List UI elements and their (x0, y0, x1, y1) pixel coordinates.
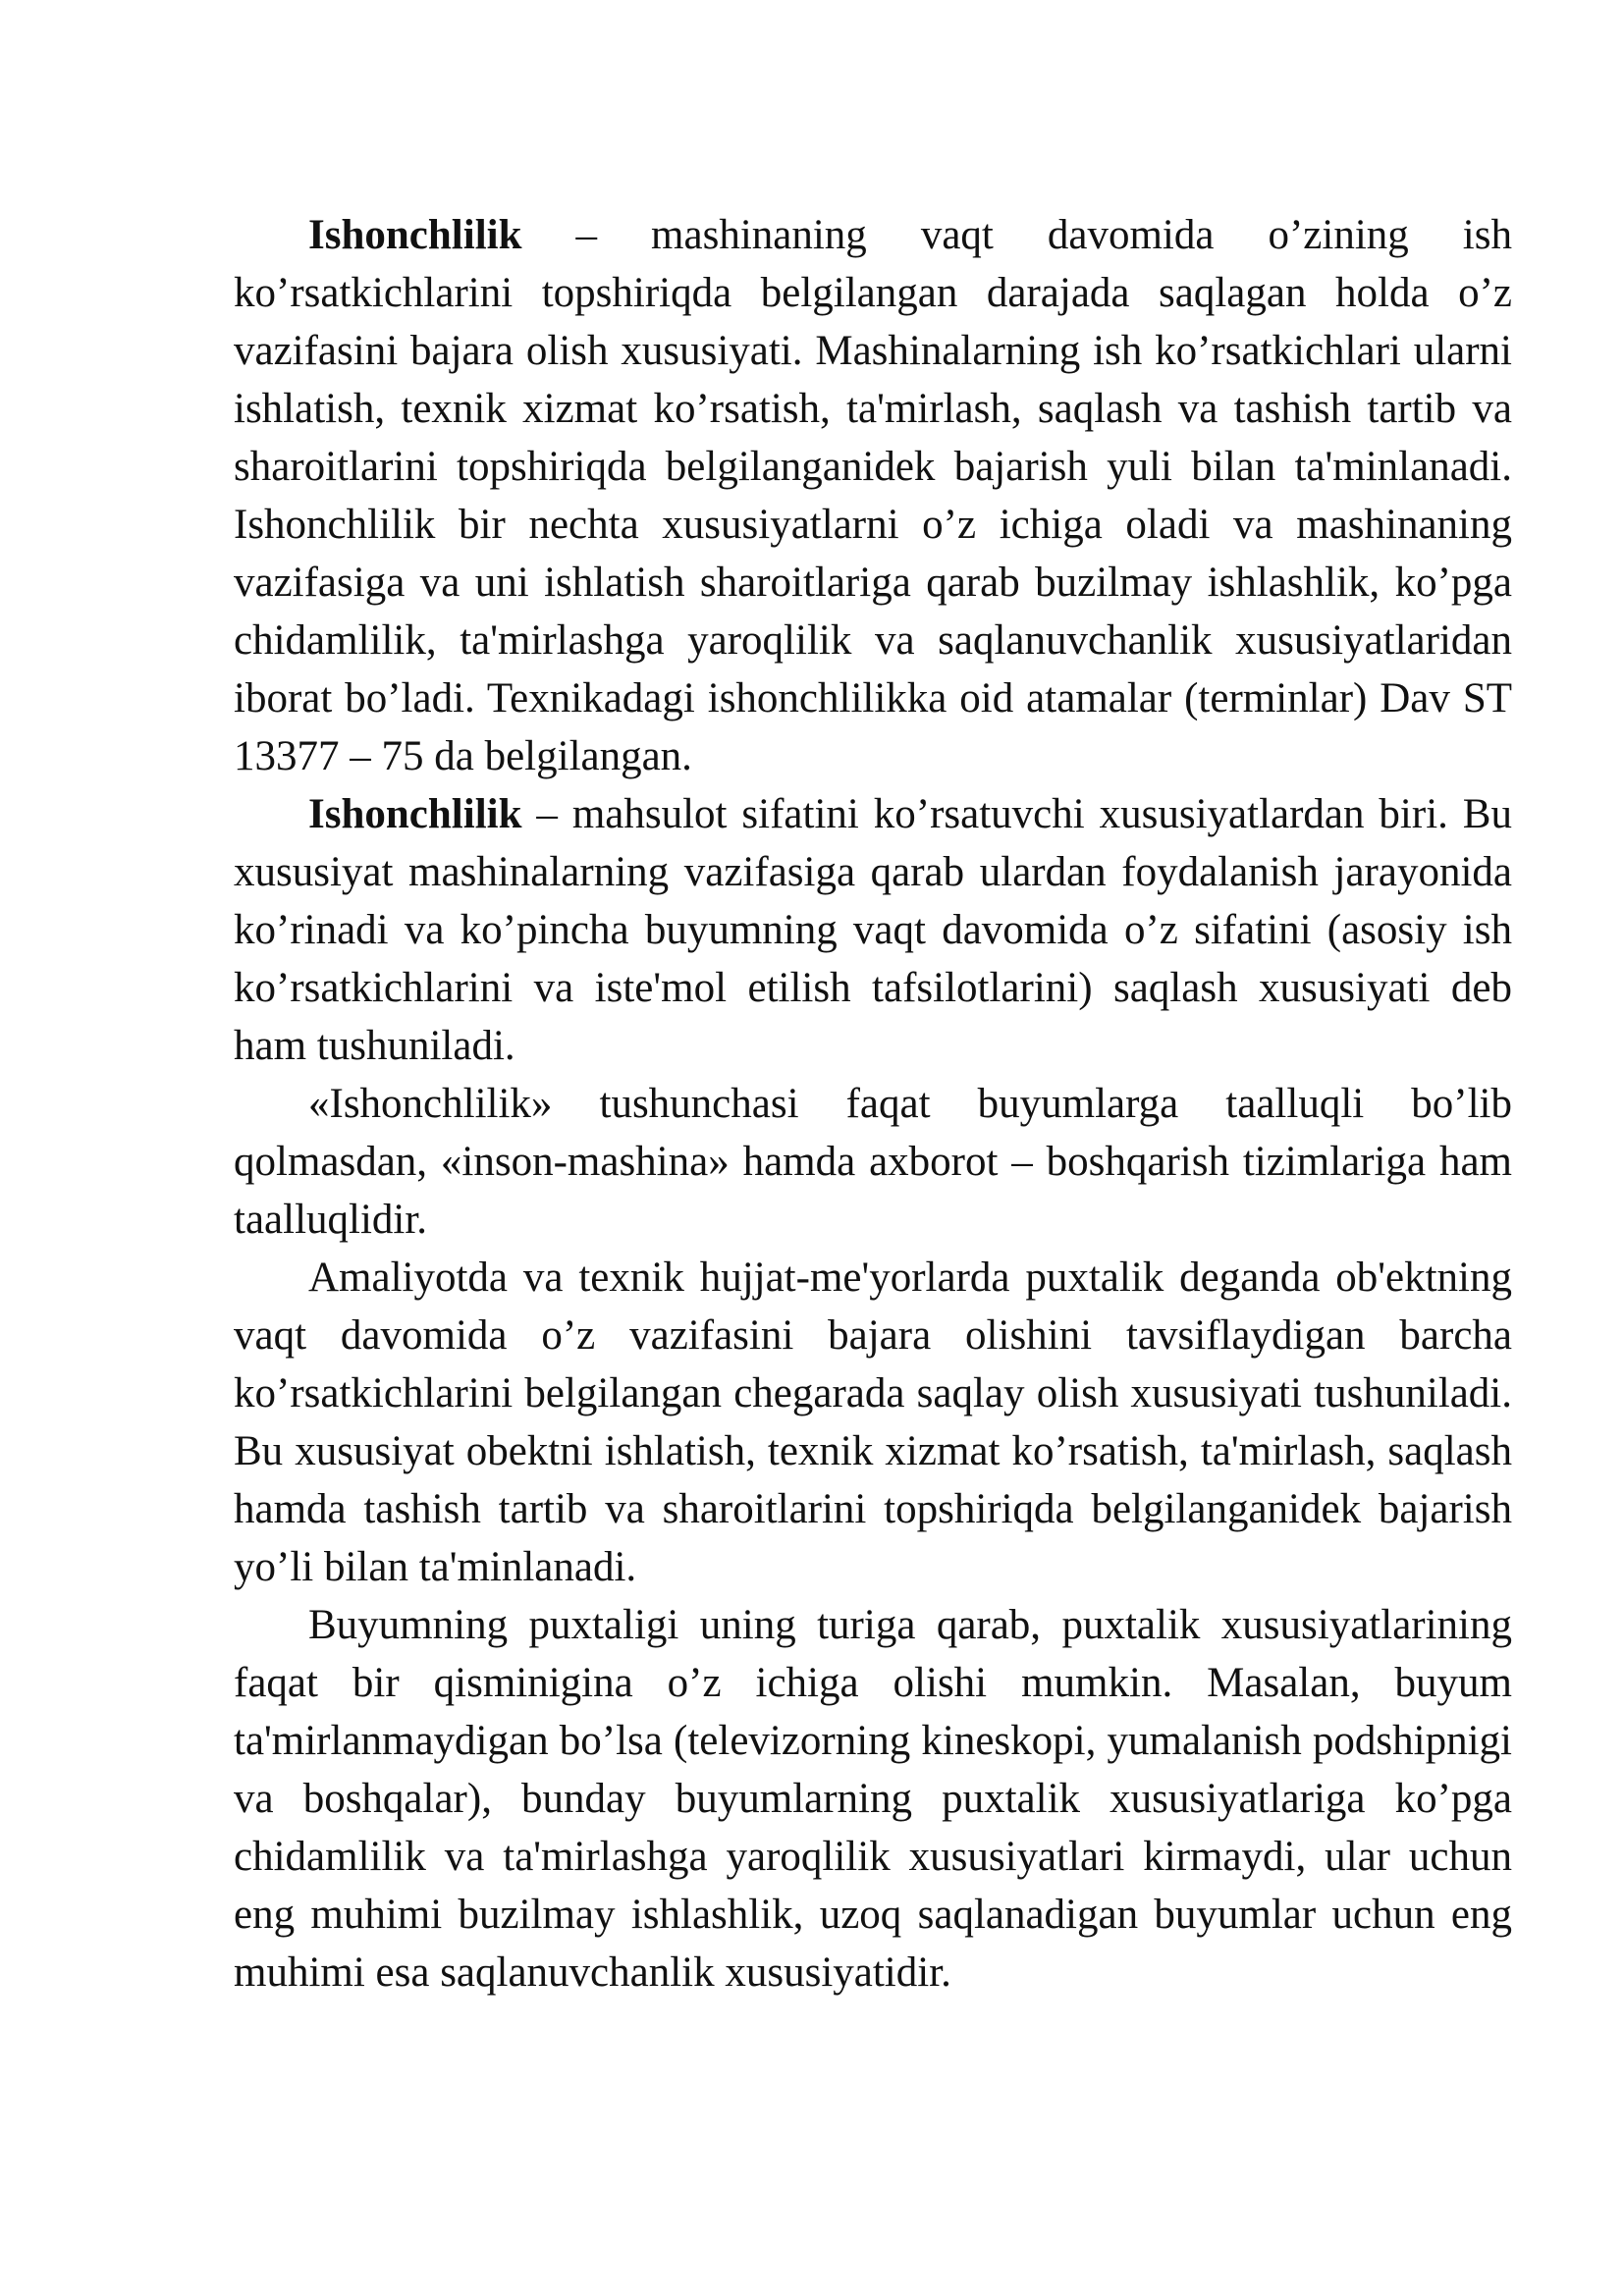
paragraph-5 (234, 1596, 1512, 2002)
paragraph-4 (234, 1249, 1512, 1596)
paragraph-5-text: Buyumning puxtaligi uning turiga qarab, puxtalik xususiyatlarining faqat bir qisminigina o’z ichiga olishi mumkin. Masalan, buyum ta'mirlanmaydigan bo’lsa (televizorning kineskopi, yumalanish podshipnigi va boshqalar), bunday buyumlarning puxtalik xususiyatlariga ko’pga chidamlilik va ta'mirlashga yaroqlilik xususiyatlari kirmaydi, ular uchun eng muhimi buzilmay ishlashlik, uzoq saqlanadigan buyumlar uchun eng muhimi esa saqlanuvchanlik xususiyatidir. (234, 1602, 1512, 1996)
paragraph-3 (234, 1075, 1512, 1249)
paragraph-1-term: Ishonchlilik (308, 212, 522, 258)
document-body (234, 206, 1512, 2002)
paragraph-1-text: – mashinaning vaqt davomida o’zining ish ko’rsatkichlarini topshiriqda belgilangan darajada saqlagan holda o’z vazifasini bajara olish xususiyati. Mashinalarning ish ko’rsatkichlari ularni ishlatish, texnik xizmat ko’rsatish, ta'mirlash, saqlash va tashish tartib va sharoitlarini topshiriqda belgilanganidek bajarish yuli bilan ta'minlanadi. Ishonchlilik bir nechta xususiyatlarni o’z ichiga oladi va mashinaning vazifasiga va uni ishlatish sharoitlariga qarab buzilmay ishlashlik, ko’pga chidamlilik, ta'mirlashga yaroqlilik va saqlanuvchanlik xususiyatlaridan iborat bo’ladi. Texnikadagi ishonchlilikka oid atamalar (terminlar) Dav ST 13377 – 75 da belgilangan. (234, 212, 1512, 779)
paragraph-3-text: «Ishonchlilik» tushunchasi faqat buyumlarga taalluqli bo’lib qolmasdan, «inson-mashina» hamda axborot – boshqarish tizimlariga ham taalluqlidir. (234, 1081, 1512, 1243)
paragraph-2 (234, 785, 1512, 1075)
paragraph-2-term: Ishonchlilik (308, 791, 522, 837)
paragraph-1 (234, 206, 1512, 785)
paragraph-4-text: Amaliyotda va texnik hujjat-me'yorlarda puxtalik deganda ob'ektning vaqt davomida o’z vazifasini bajara olishini tavsiflaydigan barcha ko’rsatkichlarini belgilangan chegarada saqlay olish xususiyati tushuniladi. Bu xususiyat obektni ishlatish, texnik xizmat ko’rsatish, ta'mirlash, saqlash hamda tashish tartib va sharoitlarini topshiriqda belgilanganidek bajarish yo’li bilan ta'minlanadi. (234, 1255, 1512, 1590)
paragraph-2-text: – mahsulot sifatini ko’rsatuvchi xususiyatlardan biri. Bu xususiyat mashinalarning vazifasiga qarab ulardan foydalanish jarayonida ko’rinadi va ko’pincha buyumning vaqt davomida o’z sifatini (asosiy ish ko’rsatkichlarini va iste'mol etilish tafsilotlarini) saqlash xususiyati deb ham tushuniladi. (234, 791, 1512, 1069)
